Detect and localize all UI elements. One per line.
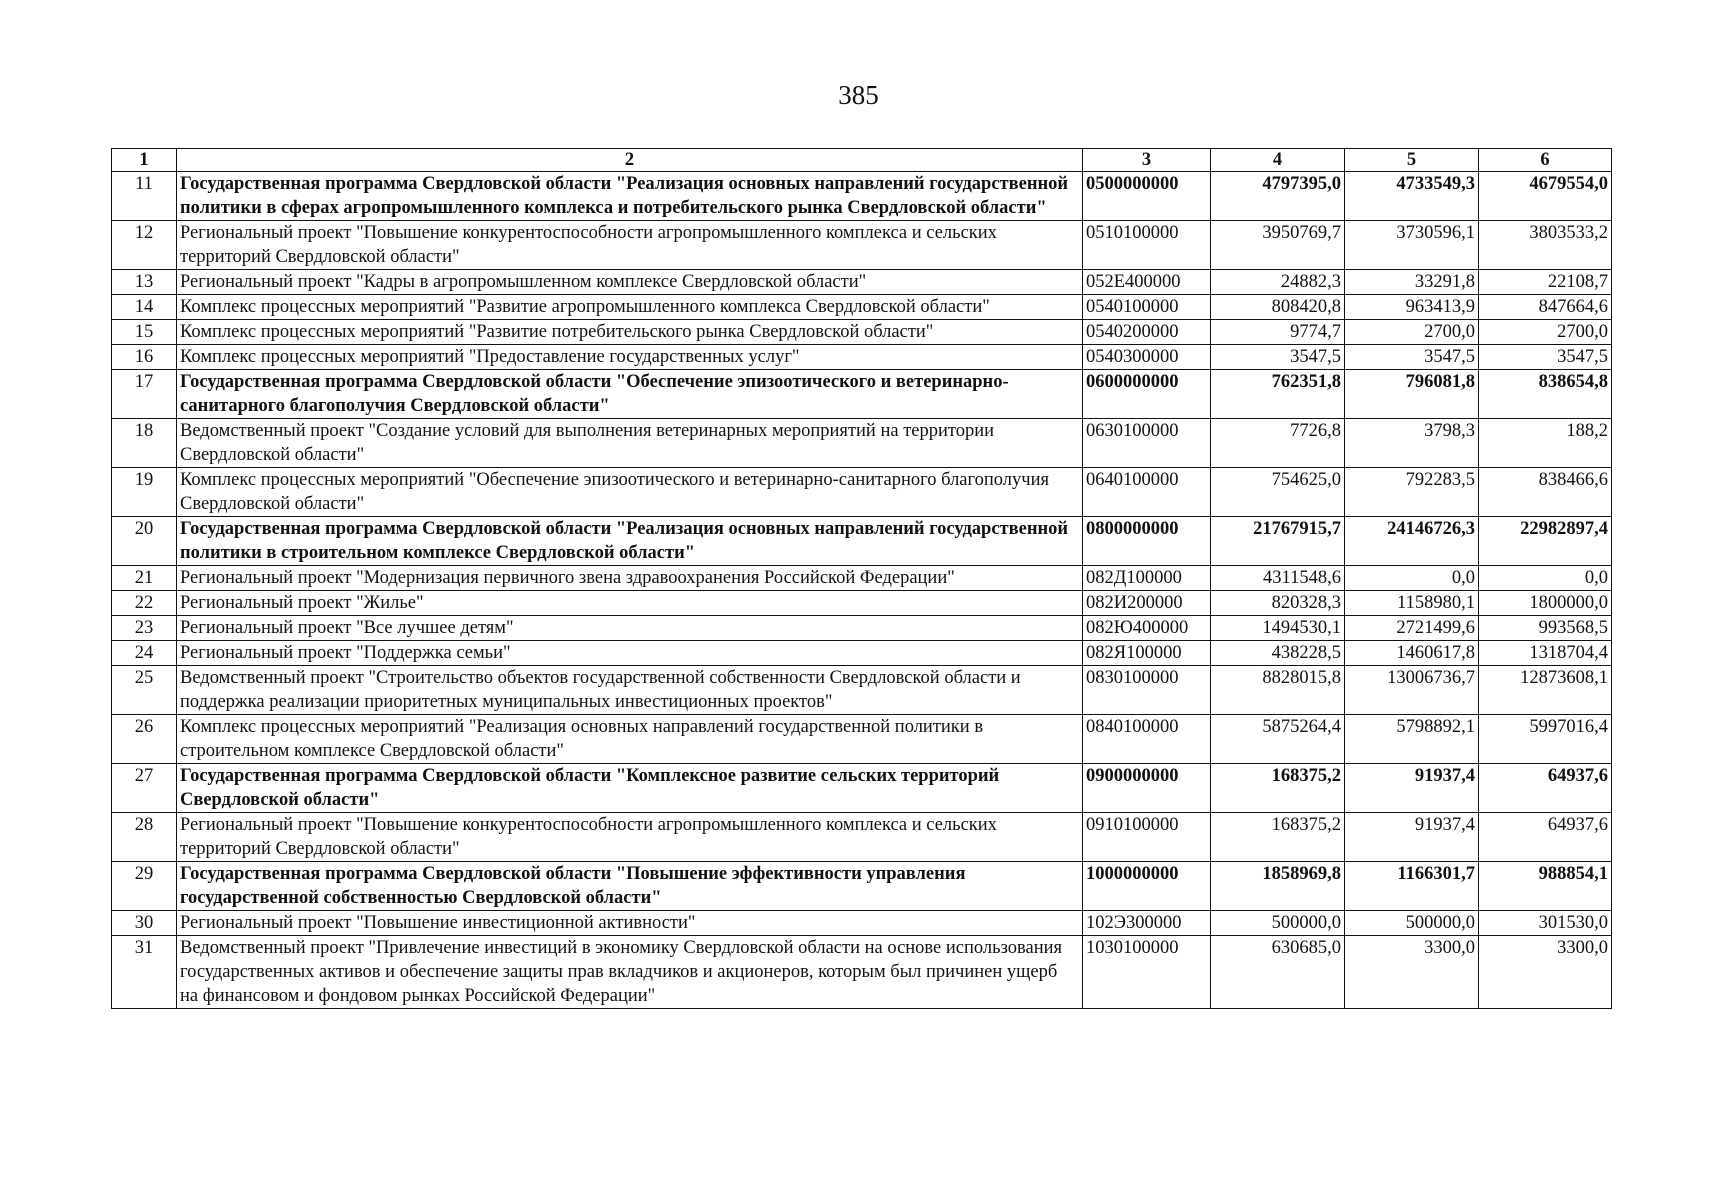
- row-value-col5: 3547,5: [1345, 345, 1479, 370]
- row-code: 102Э300000: [1083, 911, 1211, 936]
- row-value-col6: 993568,5: [1479, 616, 1612, 641]
- row-name: Государственная программа Свердловской области "Повышение эффективности управления государственной собственностью Свердловской области": [177, 862, 1083, 911]
- table-row: [112, 591, 1612, 616]
- row-number: 11: [112, 172, 177, 221]
- row-value-col5: 33291,8: [1345, 270, 1479, 295]
- table-row: [112, 295, 1612, 320]
- row-number: 22: [112, 591, 177, 616]
- row-value-col6: 847664,6: [1479, 295, 1612, 320]
- row-code: 0830100000: [1083, 666, 1211, 715]
- row-number: 31: [112, 936, 177, 1009]
- row-value-col5: 13006736,7: [1345, 666, 1479, 715]
- row-value-col6: 3803533,2: [1479, 221, 1612, 270]
- column-header-4: 4: [1211, 149, 1345, 172]
- row-code: 0600000000: [1083, 370, 1211, 419]
- row-value-col4: 3547,5: [1211, 345, 1345, 370]
- row-name: Региональный проект "Поддержка семьи": [177, 641, 1083, 666]
- table-row: [112, 221, 1612, 270]
- row-value-col5: 3300,0: [1345, 936, 1479, 1009]
- row-number: 26: [112, 715, 177, 764]
- row-value-col5: 91937,4: [1345, 813, 1479, 862]
- row-number: 15: [112, 320, 177, 345]
- row-number: 18: [112, 419, 177, 468]
- row-value-col4: 820328,3: [1211, 591, 1345, 616]
- row-value-col4: 500000,0: [1211, 911, 1345, 936]
- row-value-col5: 1158980,1: [1345, 591, 1479, 616]
- row-value-col5: 3798,3: [1345, 419, 1479, 468]
- row-code: 0510100000: [1083, 221, 1211, 270]
- column-header-5: 5: [1345, 149, 1479, 172]
- row-value-col4: 8828015,8: [1211, 666, 1345, 715]
- row-value-col5: 963413,9: [1345, 295, 1479, 320]
- row-value-col4: 168375,2: [1211, 764, 1345, 813]
- row-name: Региональный проект "Повышение инвестиционной активности": [177, 911, 1083, 936]
- row-number: 27: [112, 764, 177, 813]
- row-name: Комплекс процессных мероприятий "Развитие потребительского рынка Свердловской области": [177, 320, 1083, 345]
- row-number: 21: [112, 566, 177, 591]
- row-value-col5: 5798892,1: [1345, 715, 1479, 764]
- row-name: Региональный проект "Кадры в агропромышленном комплексе Свердловской области": [177, 270, 1083, 295]
- row-value-col6: 988854,1: [1479, 862, 1612, 911]
- row-name: Ведомственный проект "Создание условий для выполнения ветеринарных мероприятий на территории Свердловской области": [177, 419, 1083, 468]
- table-body: [112, 172, 1612, 1009]
- row-name: Региональный проект "Повышение конкурентоспособности агропромышленного комплекса и сельских территорий Свердловской области": [177, 813, 1083, 862]
- table-row: [112, 936, 1612, 1009]
- row-name: Комплекс процессных мероприятий "Реализация основных направлений государственной политики в строительном комплексе Свердловской области": [177, 715, 1083, 764]
- row-value-col4: 9774,7: [1211, 320, 1345, 345]
- row-value-col5: 2700,0: [1345, 320, 1479, 345]
- row-name: Государственная программа Свердловской области "Комплексное развитие сельских территорий Свердловской области": [177, 764, 1083, 813]
- row-value-col4: 630685,0: [1211, 936, 1345, 1009]
- row-number: 16: [112, 345, 177, 370]
- row-value-col6: 22982897,4: [1479, 517, 1612, 566]
- row-number: 14: [112, 295, 177, 320]
- table-header: [112, 149, 1612, 172]
- row-value-col6: 3547,5: [1479, 345, 1612, 370]
- row-value-col6: 301530,0: [1479, 911, 1612, 936]
- row-value-col5: 24146726,3: [1345, 517, 1479, 566]
- row-value-col6: 2700,0: [1479, 320, 1612, 345]
- row-value-col4: 438228,5: [1211, 641, 1345, 666]
- row-code: 0640100000: [1083, 468, 1211, 517]
- table-row: [112, 862, 1612, 911]
- row-name: Комплекс процессных мероприятий "Обеспечение эпизоотического и ветеринарно-санитарного благополучия Свердловской области": [177, 468, 1083, 517]
- row-value-col5: 0,0: [1345, 566, 1479, 591]
- row-value-col6: 1800000,0: [1479, 591, 1612, 616]
- row-value-col6: 838654,8: [1479, 370, 1612, 419]
- row-value-col5: 4733549,3: [1345, 172, 1479, 221]
- row-name: Государственная программа Свердловской области "Обеспечение эпизоотического и ветеринарно-санитарного благополучия Свердловской области": [177, 370, 1083, 419]
- row-number: 23: [112, 616, 177, 641]
- row-code: 0540100000: [1083, 295, 1211, 320]
- row-value-col6: 838466,6: [1479, 468, 1612, 517]
- row-number: 30: [112, 911, 177, 936]
- row-value-col4: 762351,8: [1211, 370, 1345, 419]
- row-code: 0900000000: [1083, 764, 1211, 813]
- row-name: Региональный проект "Модернизация первичного звена здравоохранения Российской Федерации": [177, 566, 1083, 591]
- row-value-col5: 3730596,1: [1345, 221, 1479, 270]
- row-value-col4: 168375,2: [1211, 813, 1345, 862]
- row-value-col4: 808420,8: [1211, 295, 1345, 320]
- row-code: 0540300000: [1083, 345, 1211, 370]
- row-code: 0540200000: [1083, 320, 1211, 345]
- row-number: 17: [112, 370, 177, 419]
- row-value-col4: 1494530,1: [1211, 616, 1345, 641]
- row-number: 25: [112, 666, 177, 715]
- row-code: 082Ю400000: [1083, 616, 1211, 641]
- row-name: Региональный проект "Жилье": [177, 591, 1083, 616]
- table-row: [112, 666, 1612, 715]
- table-row: [112, 764, 1612, 813]
- row-value-col6: 12873608,1: [1479, 666, 1612, 715]
- row-value-col5: 1460617,8: [1345, 641, 1479, 666]
- row-value-col5: 792283,5: [1345, 468, 1479, 517]
- row-name: Региональный проект "Все лучшее детям": [177, 616, 1083, 641]
- row-name: Ведомственный проект "Привлечение инвестиций в экономику Свердловской области на основе использования государственных активов и обеспечение защиты прав вкладчиков и акционеров, которым был причинен ущерб на финансовом и фондовом рынках Российской Федерации": [177, 936, 1083, 1009]
- row-code: 0800000000: [1083, 517, 1211, 566]
- row-value-col6: 0,0: [1479, 566, 1612, 591]
- table-row: [112, 320, 1612, 345]
- row-value-col6: 3300,0: [1479, 936, 1612, 1009]
- row-value-col5: 796081,8: [1345, 370, 1479, 419]
- row-value-col6: 64937,6: [1479, 764, 1612, 813]
- row-value-col6: 5997016,4: [1479, 715, 1612, 764]
- row-name: Комплекс процессных мероприятий "Предоставление государственных услуг": [177, 345, 1083, 370]
- row-name: Государственная программа Свердловской области "Реализация основных направлений государственной политики в сферах агропромышленного комплекса и потребительского рынка Свердловской области": [177, 172, 1083, 221]
- budget-table: [111, 148, 1612, 1009]
- row-value-col4: 1858969,8: [1211, 862, 1345, 911]
- row-code: 1000000000: [1083, 862, 1211, 911]
- column-header-6: 6: [1479, 149, 1612, 172]
- column-header-2: 2: [177, 149, 1083, 172]
- row-value-col5: 1166301,7: [1345, 862, 1479, 911]
- row-value-col4: 7726,8: [1211, 419, 1345, 468]
- row-value-col4: 754625,0: [1211, 468, 1345, 517]
- column-header-3: 3: [1083, 149, 1211, 172]
- row-value-col4: 24882,3: [1211, 270, 1345, 295]
- row-name: Комплекс процессных мероприятий "Развитие агропромышленного комплекса Свердловской области": [177, 295, 1083, 320]
- row-value-col6: 188,2: [1479, 419, 1612, 468]
- row-number: 20: [112, 517, 177, 566]
- row-value-col4: 5875264,4: [1211, 715, 1345, 764]
- row-value-col5: 500000,0: [1345, 911, 1479, 936]
- table-row: [112, 419, 1612, 468]
- table-row: [112, 370, 1612, 419]
- row-number: 28: [112, 813, 177, 862]
- row-number: 12: [112, 221, 177, 270]
- row-code: 052Е400000: [1083, 270, 1211, 295]
- table-row: [112, 911, 1612, 936]
- row-value-col5: 2721499,6: [1345, 616, 1479, 641]
- row-value-col6: 4679554,0: [1479, 172, 1612, 221]
- table-row: [112, 517, 1612, 566]
- row-number: 24: [112, 641, 177, 666]
- column-header-1: 1: [112, 149, 177, 172]
- row-value-col4: 3950769,7: [1211, 221, 1345, 270]
- row-name: Ведомственный проект "Строительство объектов государственной собственности Свердловской области и поддержка реализации приоритетных муниципальных инвестиционных проектов": [177, 666, 1083, 715]
- row-value-col6: 22108,7: [1479, 270, 1612, 295]
- row-code: 082Д100000: [1083, 566, 1211, 591]
- table-row: [112, 715, 1612, 764]
- table-row: [112, 616, 1612, 641]
- page-number: 385: [838, 80, 879, 110]
- row-code: 0840100000: [1083, 715, 1211, 764]
- row-code: 0500000000: [1083, 172, 1211, 221]
- table-row: [112, 345, 1612, 370]
- row-code: 082И200000: [1083, 591, 1211, 616]
- row-value-col6: 1318704,4: [1479, 641, 1612, 666]
- row-value-col4: 4797395,0: [1211, 172, 1345, 221]
- table-row: [112, 641, 1612, 666]
- row-value-col4: 4311548,6: [1211, 566, 1345, 591]
- table-row: [112, 813, 1612, 862]
- table-row: [112, 468, 1612, 517]
- row-code: 1030100000: [1083, 936, 1211, 1009]
- row-code: 0630100000: [1083, 419, 1211, 468]
- row-number: 13: [112, 270, 177, 295]
- row-name: Государственная программа Свердловской области "Реализация основных направлений государственной политики в строительном комплексе Свердловской области": [177, 517, 1083, 566]
- row-name: Региональный проект "Повышение конкурентоспособности агропромышленного комплекса и сельских территорий Свердловской области": [177, 221, 1083, 270]
- row-code: 0910100000: [1083, 813, 1211, 862]
- row-value-col6: 64937,6: [1479, 813, 1612, 862]
- row-code: 082Я100000: [1083, 641, 1211, 666]
- row-value-col4: 21767915,7: [1211, 517, 1345, 566]
- row-number: 19: [112, 468, 177, 517]
- table-row: [112, 172, 1612, 221]
- header-row: [112, 149, 1612, 172]
- table-row: [112, 270, 1612, 295]
- row-number: 29: [112, 862, 177, 911]
- table-row: [112, 566, 1612, 591]
- row-value-col5: 91937,4: [1345, 764, 1479, 813]
